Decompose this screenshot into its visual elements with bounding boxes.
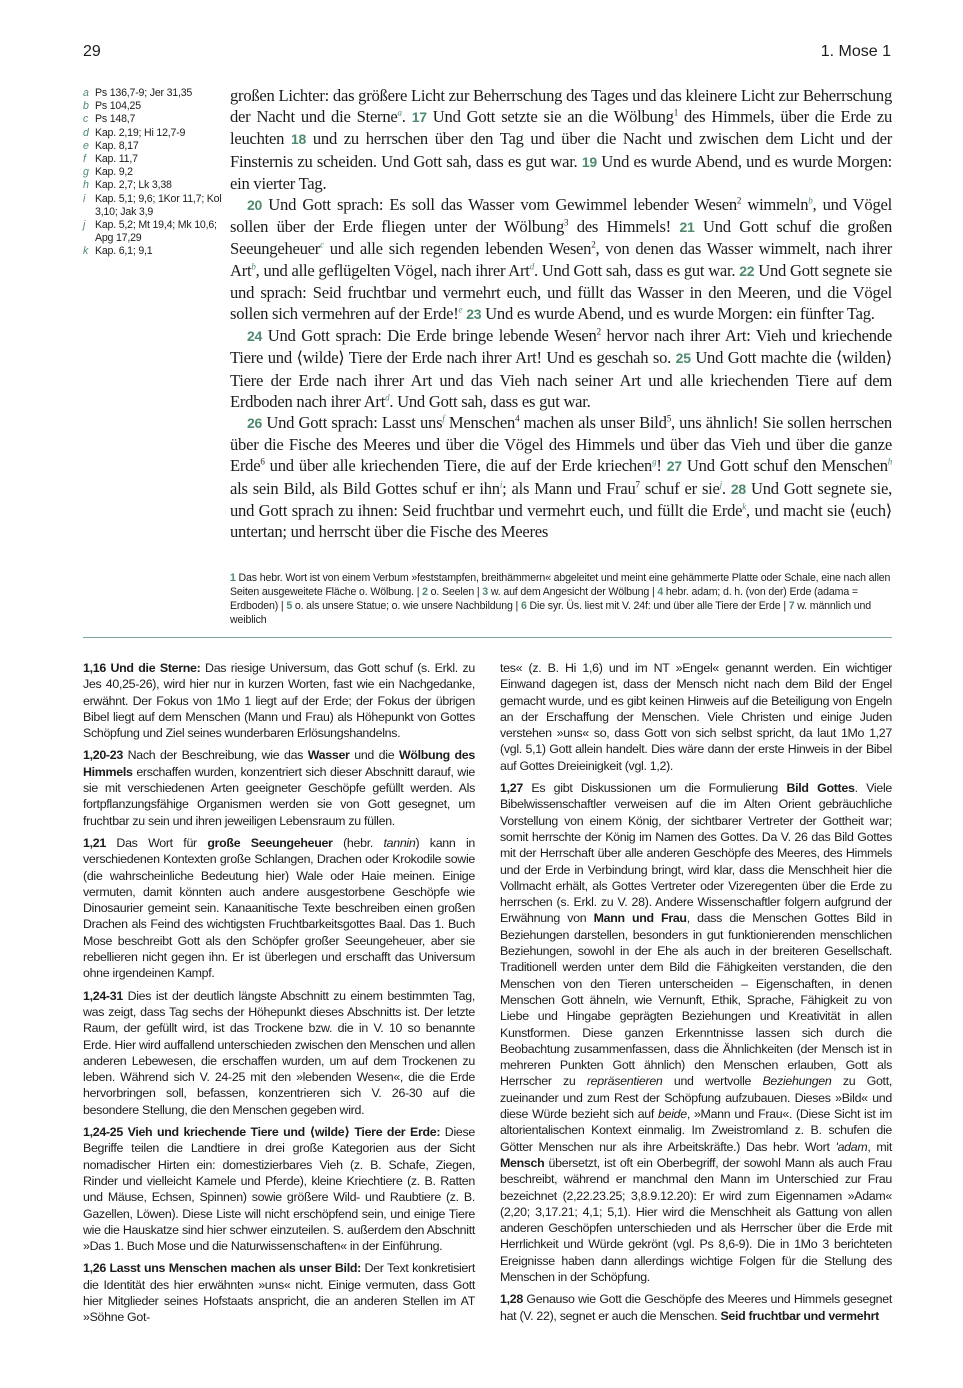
cross-ref-marker[interactable]: f (442, 413, 445, 424)
cross-reference-text: Kap. 9,2 (95, 166, 133, 179)
text: machen als unser Bild (519, 413, 667, 433)
keyword: Seid fruchtbar und vermehrt (720, 1308, 879, 1323)
cross-reference[interactable] (83, 113, 223, 126)
footnote-marker[interactable]: 2 (736, 195, 742, 206)
verse-number: 18 (291, 131, 307, 148)
entry-heading: 1,27 (500, 781, 523, 796)
verse-number: 23 (466, 306, 482, 323)
cross-reference-list (83, 87, 223, 259)
commentary-entry (500, 780, 892, 1285)
entry-heading: 1,24-25 Vieh und kriechende Tiere und ⟨wilde⟩ Tiere der Erde: (83, 1125, 441, 1140)
text: Der Text konkretisiert die Identität des hier erwähnten »uns« nicht. Einige vermuten, dass Gott hier Mitglieder seines Hofstaats anspricht, die an anderen Stellen im AT »Söhne Got- (83, 1261, 475, 1325)
footnote-number: 1 (230, 572, 236, 584)
cross-reference-letter: e (83, 139, 89, 152)
footnote-text: Die syr. Üs. liest mit V. 24f: und über alle Tiere der Erde | (526, 600, 789, 612)
text: und zu herrschen über den Tag und über die Nacht und zwischen dem Licht und der Finsternis zu scheiden. Und Gott sah, dass es gut war. (230, 129, 892, 171)
text: , von denen das Wasser wimmelt, nach ihrer Art (230, 239, 892, 280)
footnote-text: hebr. adam; d. h. (von der) Erde (adama = Erdboden) | (230, 586, 858, 612)
cross-ref-marker[interactable]: d (385, 392, 390, 403)
cross-reference-letter: b (83, 100, 89, 113)
text: , dass die Menschen Gottes Bild in Beziehungen darstellen, besonders in gut funktionierenden menschlichen Beziehungen, sowohl in der Ehe als auch in der breiteren Gesellschaft. Traditionell werden unter dem Bild die Fähigkeiten verstanden, die den Menschen von den Tieren unterscheiden – Eigenschaften, in denen Menschen Gott ähneln, wie Vernunft, Ethik, Sprache, Fähigkeit zu von Liebe und Hingabe geprägten Beziehungen und Kreativität in allen Kunstformen. Diese ganzen Erkenntnisse lassen sich durch die Beobachtung zusammenfassen, dass die Ähnlichkeiten (der Mensch ist in mehreren Punkten Gott ähnlich) den Menschen erlauben, Gott als Herrscher zu (500, 911, 892, 1089)
emphasis: Beziehungen (762, 1074, 832, 1089)
cross-ref-marker[interactable]: b (808, 195, 813, 206)
entry-heading: 1,28 (500, 1292, 523, 1307)
commentary-column-right (500, 660, 892, 1330)
verse-number: 24 (247, 328, 263, 345)
footnote-text: o. Seelen | (427, 586, 483, 598)
text: . (721, 478, 731, 498)
entry-heading: 1,20-23 (83, 748, 123, 763)
footnote-marker[interactable]: 1 (673, 107, 678, 118)
cross-reference-text: Kap. 2,7; Lk 3,38 (95, 179, 172, 192)
cross-ref-marker[interactable]: h (887, 456, 892, 467)
cross-ref-marker[interactable]: k (742, 501, 747, 512)
bible-text (230, 85, 892, 542)
text: , und macht sie ⟨euch⟩ untertan; und herrscht über die Fische des Meeres (230, 500, 892, 542)
commentary-entry (83, 747, 475, 828)
text: Und Gott machte die ⟨wilden⟩ Tiere der Erde nach ihrer Art und das Vieh nach seiner Art und alle kriechenden Tiere auf dem Erdboden nach ihrer Art (230, 348, 892, 411)
cross-reference-text: Ps 104,25 (95, 100, 141, 113)
hebrew-term: tannin (383, 835, 416, 850)
text: ! (656, 456, 667, 476)
cross-reference-text: Kap. 11,7 (95, 153, 138, 166)
footnote-marker[interactable]: 3 (564, 217, 569, 228)
text: Und Gott schuf den Menschen (681, 456, 888, 476)
text: hervor nach ihrer Art: Vieh und kriechende Tiere und ⟨wilde⟩ Tiere der Erde nach ihrer Art! Und es geschah so. (230, 326, 892, 368)
cross-reference-letter: k (83, 245, 89, 258)
text: , und Vögel sollen über der Erde fliegen unter der Wölbung (230, 195, 892, 237)
text: , uns ähnlich! Sie sollen herrschen über die Fische des Meeres und über die Vögel des Himmels und über das Vieh und über die ganze Erde (230, 413, 892, 476)
bible-paragraph: großen Lichter: das größere Licht zur Beherrschung des Tages und das kleinere Licht zur Beherrschung der Nacht und die Sterne$^a$. 17 Und Gott setzte sie an die Wölbung$^1$ des Himmels, über die Erde zu leuchten 18 und zu herrschen über den Tag und über die Nacht und zwischen dem Licht und der Finsternis zu scheiden. Und Gott sah, dass es gut war. 19 Und es wurde Abend, und es wurde Morgen: ein vierter Tag. (230, 86, 892, 193)
footnote-number: 6 (520, 600, 527, 612)
cross-ref-marker[interactable]: j (719, 479, 722, 490)
cross-reference[interactable] (83, 193, 223, 219)
footnotes (230, 571, 892, 627)
commentary-entry (500, 1291, 892, 1324)
verse-number: 21 (679, 219, 695, 236)
text: zu Gott, zueinander und zum Rest der Schöpfung aufzubauen. Dieses »Bild« und diese Würde bezieht sich auf (500, 1074, 892, 1122)
verse-number: 22 (739, 262, 755, 279)
cross-reference[interactable] (83, 100, 223, 113)
bible-paragraph (230, 412, 892, 542)
commentary-entry (83, 988, 475, 1118)
bible-paragraph (230, 325, 892, 412)
keyword: Wölbung des Himmels (83, 748, 475, 779)
text: Und Gott sprach: Lasst uns (262, 413, 443, 433)
cross-reference[interactable] (83, 245, 223, 258)
text: Und Gott segnete sie und sprach: Seid fruchtbar und vermehrt euch, und füllt das Wasser in den Meeren, und die Vögel sollen sich vermehren auf der Erde! (230, 260, 892, 324)
text: Und Gott sprach: Es soll das Wasser vom Gewimmel lebender Wesen (262, 195, 737, 215)
text: und die (349, 748, 399, 763)
cross-reference-letter: i (83, 192, 86, 205)
footnote-marker[interactable]: 4 (515, 413, 520, 424)
divider (83, 637, 892, 638)
footnote-marker[interactable]: 6 (260, 456, 265, 467)
verse-number: 27 (666, 458, 682, 475)
commentary-column-left (83, 660, 475, 1332)
verse-number: 20 (247, 197, 263, 214)
page-number: 29 (83, 43, 101, 60)
footnote-number: 3 (482, 586, 489, 598)
cross-reference-letter: h (83, 179, 89, 192)
keyword: große Seeungeheuer (207, 835, 333, 850)
text: übersetzt, ist oft ein Oberbegriff, der sowohl Mann als auch Frau beschreibt, während er manchmal den Mann im Unterschied zur Frau bezeichnet (2,22.23.25; 3,8.9.12.20): Er wird zum Eigennamen »Adam« (2,20; 3,17.21; 4,1; 5,1). Hier wird die Menschheit als Gattung von allen anderen Geschöpfen unterschieden und als Herrscher über die Erde mit Herrlichkeit und Würde gekrönt (vgl. Ps 8,6-9). Die in 1Mo 3 berichteten Ereignisse haben dann allerdings wichtige Folgen für die Stellung des Menschen in der Schöpfung. (500, 1155, 892, 1284)
text: Und Gott sprach: Die Erde bringe lebende Wesen (262, 326, 597, 346)
footnote-number: 4 (657, 586, 664, 598)
cross-reference-letter: g (83, 166, 89, 179)
text: (hebr. (332, 835, 384, 850)
cross-reference-letter: f (83, 153, 86, 166)
verse-number: 17 (411, 109, 427, 126)
text: Genauso wie Gott die Geschöpfe des Meeres und Himmels gesegnet hat (V. 22), segnet er auch die Menschen. (500, 1292, 892, 1323)
emphasis: repräsentieren (586, 1074, 663, 1089)
cross-reference-letter: d (83, 126, 89, 139)
commentary-entry (83, 660, 475, 741)
text: . Und Gott sah, dass es gut war. (533, 260, 740, 280)
text: ) kann in verschiedenen Kontexten große Schlangen, Drachen oder Krokodile sowie (die wahrscheinliche Bedeutung hier) Wale oder Haie meinen. Einige vermuten, damit könnten auch andere ausgestorbene Geschöpfe wie Dinosaurier gemeint sein. Kanaanitische Texte beschreiben einen großen Drachen als Feind des wichtigsten Fruchtbarkeitsgottes Baal. Das 1. Buch Mose beschreibt Gott als den Schöpfer großer Seeungeheuer, aber sie rebellieren nicht gegen ihn. Er ist überlegen und erschafft das Universum ohne irgendeinen Kampf. (83, 835, 476, 981)
cross-ref-marker[interactable]: i (499, 479, 503, 490)
text: Dies ist der deutlich längste Abschnitt zu einem bestimmten Tag, was zeigt, dass Tag sechs der Höhepunkt dieses Abschnitts ist. Der letzte Raum, der gefüllt wird, ist das Trockene bzw. die in V. 10 so benannte Erde. Hier wird auffallend unterschieden zwischen den Menschen und allen anderen Lebewesen, die erschaffen wurden, um auf dem Trockenen zu leben. Während sich V. 24-25 mit den »lebenden Wesen«, die die Erde hervorbringen soll, befassen, konzentrieren sich V. 26-30 auf die besondere Stellung, die den Menschen gegeben wird. (83, 988, 475, 1117)
text: wimmeln (741, 195, 809, 215)
cross-reference-text: Kap. 5,2; Mt 19,4; Mk 10,6; Apg 17,29 (95, 219, 217, 245)
cross-reference-text: Ps 148,7 (95, 113, 136, 126)
text: des Himmels, über die Erde zu leuchten (230, 107, 892, 149)
cross-ref-marker[interactable]: d (529, 261, 534, 272)
keyword: Mensch (500, 1155, 545, 1170)
cross-reference[interactable] (83, 87, 223, 100)
text: Das riesige Universum, das Gott schuf (s. Erkl. zu Jes 40,25-26), wird hier nur in kurzen Worten, fast wie ein Nachgedanke, erwähnt. Der Fokus von 1Mo 1 liegt auf der Erde; der Fokus der übrigen Bibel liegt auf dem Menschen (Mann und Frau) als Höhepunkt von Gottes Schöpfung und Ziel seines wunderbaren Erlösungshandelns. (83, 661, 475, 741)
entry-heading: 1,26 Lasst uns Menschen machen als unser Bild: (83, 1261, 361, 1276)
footnote-marker[interactable]: 2 (591, 239, 596, 250)
text: Menschen (444, 413, 516, 433)
text: schuf er sie (639, 478, 720, 498)
cross-reference[interactable] (83, 179, 223, 192)
cross-reference[interactable] (83, 127, 223, 140)
bible-paragraph (230, 194, 892, 325)
verse-number: 28 (730, 480, 746, 497)
verse-number: 26 (247, 415, 263, 432)
cross-reference-letter: a (83, 87, 89, 99)
footnote-marker[interactable]: 7 (635, 479, 640, 490)
text: tes« (z. B. Hi 1,6) und im NT »Engel« genannt werden. Ein wichtiger Einwand dagegen ist, dass der Mensch nicht nach dem Bild der Engel gemacht wurde, und es gibt keinen Hinweis auf die Beteiligung von Engeln an der Erschaffung der Menschen. Viele Christen und einige Juden verstehen »uns« so, dass Gott von sich selbst spricht, da laut 1Mo 1,27 (vgl. 5,1) Gott allein handelt. Dies wäre dann der erste Hinweis in der Bibel auf Gottes Dreieinigkeit (vgl. 1,2). (500, 661, 892, 773)
keyword: Bild Gottes (786, 781, 855, 796)
text: Es gibt Diskussionen um die Formulierung (522, 781, 787, 796)
text: Nach der Beschreibung, wie das (122, 748, 308, 763)
text: Diese Begriffe teilen die Landtiere in drei große Kategorien aus der Sicht nomadischer Hirten ein: domestizierbares Vieh (z. B. Schafe, Ziegen, Rinder und vielleicht Kamele und Pferde), kleine Kriechtiere (z. B. Ratten und Mäuse, Echsen, Spinnen) sowie größere Wild- und Raubtiere (z. B. Gazellen, Löwen). Diese Liste will nicht erschöpfend sein, und einige Tiere wie die Hauskatze sind hier schwer einzuteilen. S. außerdem den Abschnitt »Das 1. Buch Mose und die Naturwissenschaften« in der Einführung. (83, 1125, 475, 1254)
text: und alle sich regenden lebenden Wesen (323, 239, 592, 259)
text: des Himmels! (568, 217, 680, 237)
footnote-text: Das hebr. Wort ist von einem Verbum »feststampfen, breithämmern« abgeleitet und meint eine gehämmerte Platte oder Schale, eine nach allen Seiten ausgeweitete Fläche o. Wölbung. | (230, 572, 891, 598)
footnote-marker[interactable]: 5 (666, 413, 671, 424)
cross-ref-marker[interactable]: c (320, 239, 324, 250)
verse-number: 25 (675, 350, 691, 367)
emphasis: beide (658, 1107, 687, 1122)
cross-ref-marker[interactable]: e (458, 304, 463, 315)
cross-reference-text: Ps 136,7-9; Jer 31,35 (95, 87, 193, 99)
cross-ref-marker[interactable]: b (251, 261, 256, 272)
keyword: Mann und Frau (593, 911, 687, 926)
keyword: Wasser (307, 748, 350, 763)
text: . Viele Bibelwissenschaftler verweisen auf die im Alten Orient gebräuchliche Vorstellung von einem König, der sichtbarer Vertreter der Gottheit war; somit herrschte der König im Namen des Gottes. Da V. 26 das Bild Gottes mit der Herrschaft über alle anderen Geschöpfe des Meeres, des Himmels und der Erde in Verbindung bringt, wird klar, dass die Menschheit hier die Vollmacht erhält, als Gottes Vertreter oder Vizeregenten über die Erde zu herrschen (s. Erkl. zu V. 28). Andere Wissenschaftler folgern aufgrund der Erwähnung von (500, 781, 892, 926)
cross-ref-marker[interactable]: a (397, 107, 402, 118)
text: Und Gott setzte sie an die Wölbung (426, 107, 674, 127)
cross-reference-letter: j (83, 219, 86, 232)
book-title: 1. Mose 1 (820, 43, 891, 60)
commentary-entry (83, 835, 475, 982)
text: Und Gott segnete sie, und Gott sprach zu ihnen: Seid fruchtbar und vermehrt euch, und füllt die Erde (230, 478, 892, 520)
hebrew-term: 'adam (835, 1139, 868, 1154)
text: Und Gott schuf die großen Seeungeheuer (230, 217, 893, 259)
footnote-number: 5 (286, 600, 293, 612)
verse-number: 19 (581, 153, 597, 170)
entry-heading: 1,16 Und die Sterne: (83, 661, 201, 675)
text: und wertvolle (662, 1074, 763, 1089)
cross-reference[interactable] (83, 166, 223, 179)
footnote-marker[interactable]: 2 (596, 326, 601, 337)
cross-reference-text: Kap. 6,1; 9,1 (95, 245, 153, 258)
text: und über alle kriechenden Tiere, die auf der Erde kriechen (264, 456, 653, 476)
cross-reference[interactable] (83, 153, 223, 166)
cross-reference[interactable] (83, 140, 223, 153)
text: , mit (867, 1139, 893, 1154)
cross-ref-marker[interactable]: g (652, 456, 657, 467)
commentary-entry (83, 1260, 475, 1325)
text: als sein Bild, als Bild Gottes schuf er ihn (230, 478, 500, 498)
footnote-text: o. als unsere Statue; o. wie unsere Nachbildung | (292, 600, 521, 612)
text: ; als Mann und Frau (502, 478, 636, 498)
footnote-text: w. männlich und weiblich (230, 600, 871, 626)
entry-heading: 1,24-31 (83, 988, 123, 1003)
text: Das Wort für (105, 835, 208, 850)
footnote-number: 7 (788, 600, 795, 612)
cross-reference-letter: c (83, 113, 89, 126)
footnote-text: w. auf dem Angesicht der Wölbung | (488, 586, 658, 598)
commentary-entry (83, 1124, 475, 1254)
text: Und es wurde Abend, und es wurde Morgen: ein fünfter Tag. (481, 304, 875, 324)
cross-reference-text: Kap. 2,19; Hi 12,7-9 (95, 126, 186, 139)
text: , »Mann und Frau«. (Diese Sicht ist im altorientalischen Kontext einmalig. Im Zweistromland z. B. schufen die Götter Menschen nur als ihre Arbeitskräfte.) Das hebr. Wort (500, 1107, 893, 1154)
cross-reference-text: Kap. 8,17 (95, 139, 139, 152)
cross-reference-text: Kap. 5,1; 9,6; 1Kor 11,7; Kol 3,10; Jak 3,9 (95, 192, 222, 218)
cross-reference[interactable] (83, 219, 223, 245)
text: , und alle geflügelten Vögel, nach ihrer Art (255, 260, 530, 280)
text: großen Lichter: das größere Licht zur Beherrschung des Tages und das kleinere Licht zur Beherrschung der Nacht und die Sterne (230, 86, 892, 127)
entry-heading: 1,21 (83, 835, 106, 850)
text: . Und Gott sah, dass es gut war. (389, 391, 591, 411)
text: Und es wurde Abend, und es wurde Morgen: ein vierter Tag. (230, 151, 892, 193)
text: erschaffen wurden, konzentriert sich dieser Abschnitt darauf, wie sie mit verschiedenen Arten geeigneter Geschöpfe gefüllt werden. Als fortpflanzungsfähige Organismen werden sie von Gott gesegnet, um fruchtbar zu sein und ihren jeweiligen Lebensraum zu füllen. (83, 764, 475, 828)
footnote-number: 2 (422, 586, 428, 598)
commentary-entry (500, 660, 892, 774)
